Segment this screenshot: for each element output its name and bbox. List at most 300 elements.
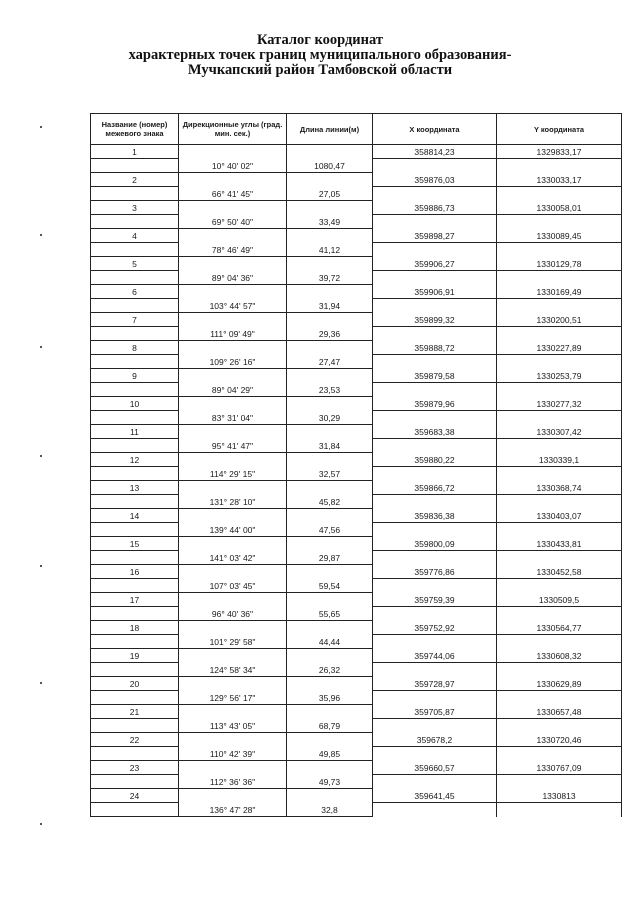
x-coordinate: 359866,72 [373, 481, 497, 495]
title-line-2: характерных точек границ муниципального образования- [128, 47, 512, 63]
empty-cell [287, 677, 373, 691]
line-length: 55,65 [287, 607, 373, 621]
point-row [91, 425, 622, 439]
empty-cell [287, 509, 373, 523]
x-coordinate: 359876,03 [373, 173, 497, 187]
column-header-x-coordinate: X координата [373, 114, 497, 145]
x-coordinate: 359728,97 [373, 677, 497, 691]
empty-cell [497, 383, 622, 397]
direction-angle: 114° 29' 15" [179, 467, 287, 481]
line-length: 68,79 [287, 719, 373, 733]
y-coordinate: 1330277,32 [497, 397, 622, 411]
empty-cell [287, 229, 373, 243]
empty-cell [287, 733, 373, 747]
empty-cell [287, 341, 373, 355]
x-coordinate: 359880,22 [373, 453, 497, 467]
direction-angle: 111° 09' 49" [179, 327, 287, 341]
y-coordinate: 1330813 [497, 789, 622, 803]
empty-cell [287, 705, 373, 719]
point-number: 1 [91, 145, 179, 159]
direction-angle: 139° 44' 00" [179, 523, 287, 537]
empty-cell [497, 159, 622, 173]
line-length: 27,47 [287, 355, 373, 369]
empty-cell [287, 397, 373, 411]
empty-cell [179, 425, 287, 439]
segment-row [91, 691, 622, 705]
empty-cell [497, 299, 622, 313]
y-coordinate: 1330169,49 [497, 285, 622, 299]
empty-cell [179, 621, 287, 635]
direction-angle: 131° 28' 10" [179, 495, 287, 509]
line-length: 49,73 [287, 775, 373, 789]
segment-row [91, 439, 622, 453]
line-length: 23,53 [287, 383, 373, 397]
segment-row [91, 747, 622, 761]
empty-cell [497, 411, 622, 425]
empty-cell [287, 649, 373, 663]
document-title [0, 33, 640, 78]
empty-cell [287, 145, 373, 159]
empty-cell [373, 551, 497, 565]
y-coordinate: 1330200,51 [497, 313, 622, 327]
empty-cell [91, 467, 179, 481]
direction-angle: 129° 56' 17" [179, 691, 287, 705]
segment-row [91, 635, 622, 649]
empty-cell [497, 243, 622, 257]
point-row [91, 285, 622, 299]
empty-cell [179, 761, 287, 775]
line-length: 33,49 [287, 215, 373, 229]
x-coordinate: 359683,38 [373, 425, 497, 439]
y-coordinate: 1330033,17 [497, 173, 622, 187]
empty-cell [179, 369, 287, 383]
point-number: 19 [91, 649, 179, 663]
x-coordinate: 359800,09 [373, 537, 497, 551]
direction-angle: 103° 44' 57" [179, 299, 287, 313]
empty-cell [91, 579, 179, 593]
empty-cell [373, 383, 497, 397]
segment-row [91, 803, 622, 817]
direction-angle: 136° 47' 28" [179, 803, 287, 817]
empty-cell [373, 271, 497, 285]
y-coordinate: 1330368,74 [497, 481, 622, 495]
empty-cell [373, 495, 497, 509]
empty-cell [497, 215, 622, 229]
y-coordinate: 1330433,81 [497, 537, 622, 551]
empty-cell [287, 173, 373, 187]
point-number: 2 [91, 173, 179, 187]
segment-row [91, 719, 622, 733]
segment-row [91, 355, 622, 369]
y-coordinate: 1330452,58 [497, 565, 622, 579]
point-number: 8 [91, 341, 179, 355]
direction-angle: 110° 42' 39" [179, 747, 287, 761]
point-number: 12 [91, 453, 179, 467]
y-coordinate: 1330339,1 [497, 453, 622, 467]
line-length: 31,94 [287, 299, 373, 313]
point-row [91, 593, 622, 607]
empty-cell [497, 467, 622, 481]
x-coordinate: 359776,86 [373, 565, 497, 579]
empty-cell [91, 803, 179, 817]
empty-cell [91, 663, 179, 677]
point-number: 17 [91, 593, 179, 607]
empty-cell [287, 257, 373, 271]
x-coordinate: 359886,73 [373, 201, 497, 215]
margin-speck [40, 126, 42, 128]
empty-cell [497, 495, 622, 509]
empty-cell [373, 691, 497, 705]
empty-cell [497, 523, 622, 537]
empty-cell [497, 747, 622, 761]
x-coordinate: 359678,2 [373, 733, 497, 747]
direction-angle: 78° 46' 49" [179, 243, 287, 257]
point-number: 14 [91, 509, 179, 523]
empty-cell [373, 327, 497, 341]
empty-cell [287, 285, 373, 299]
x-coordinate: 359759,39 [373, 593, 497, 607]
empty-cell [179, 341, 287, 355]
line-length: 39,72 [287, 271, 373, 285]
empty-cell [373, 719, 497, 733]
direction-angle: 83° 31' 04" [179, 411, 287, 425]
empty-cell [179, 537, 287, 551]
segment-row [91, 495, 622, 509]
direction-angle: 101° 29' 58" [179, 635, 287, 649]
point-number: 22 [91, 733, 179, 747]
direction-angle: 124° 58' 34" [179, 663, 287, 677]
empty-cell [91, 635, 179, 649]
line-length: 30,29 [287, 411, 373, 425]
point-row [91, 649, 622, 663]
point-number: 3 [91, 201, 179, 215]
empty-cell [179, 173, 287, 187]
empty-cell [91, 495, 179, 509]
empty-cell [287, 537, 373, 551]
empty-cell [179, 313, 287, 327]
empty-cell [373, 523, 497, 537]
x-coordinate: 359899,32 [373, 313, 497, 327]
point-row [91, 313, 622, 327]
point-row [91, 565, 622, 579]
empty-cell [497, 719, 622, 733]
x-coordinate: 359641,45 [373, 789, 497, 803]
empty-cell [287, 453, 373, 467]
y-coordinate: 1330608,32 [497, 649, 622, 663]
x-coordinate: 359898,27 [373, 229, 497, 243]
point-row [91, 173, 622, 187]
y-coordinate: 1330403,07 [497, 509, 622, 523]
empty-cell [179, 705, 287, 719]
empty-cell [287, 565, 373, 579]
empty-cell [287, 621, 373, 635]
empty-cell [91, 747, 179, 761]
direction-angle: 95° 41' 47" [179, 439, 287, 453]
point-row [91, 621, 622, 635]
point-row [91, 733, 622, 747]
empty-cell [91, 411, 179, 425]
segment-row [91, 299, 622, 313]
point-row [91, 257, 622, 271]
x-coordinate: 359744,06 [373, 649, 497, 663]
x-coordinate: 359836,38 [373, 509, 497, 523]
x-coordinate: 358814,23 [373, 145, 497, 159]
empty-cell [497, 607, 622, 621]
empty-cell [179, 481, 287, 495]
empty-cell [179, 565, 287, 579]
y-coordinate: 1330307,42 [497, 425, 622, 439]
point-row [91, 341, 622, 355]
point-row [91, 789, 622, 803]
empty-cell [373, 187, 497, 201]
empty-cell [91, 691, 179, 705]
empty-cell [179, 201, 287, 215]
empty-cell [91, 299, 179, 313]
empty-cell [373, 215, 497, 229]
empty-cell [373, 663, 497, 677]
empty-cell [373, 747, 497, 761]
point-row [91, 677, 622, 691]
point-row [91, 453, 622, 467]
empty-cell [91, 187, 179, 201]
y-coordinate: 1330129,78 [497, 257, 622, 271]
empty-cell [179, 145, 287, 159]
x-coordinate: 359906,91 [373, 285, 497, 299]
empty-cell [497, 187, 622, 201]
margin-speck [40, 234, 42, 236]
empty-cell [287, 481, 373, 495]
empty-cell [373, 579, 497, 593]
empty-cell [91, 327, 179, 341]
point-number: 24 [91, 789, 179, 803]
line-length: 35,96 [287, 691, 373, 705]
segment-row [91, 159, 622, 173]
line-length: 59,54 [287, 579, 373, 593]
y-coordinate: 1330227,89 [497, 341, 622, 355]
title-line-1: Каталог координат [256, 32, 384, 48]
point-row [91, 201, 622, 215]
empty-cell [373, 355, 497, 369]
empty-cell [287, 789, 373, 803]
empty-cell [91, 215, 179, 229]
direction-angle: 112° 36' 36" [179, 775, 287, 789]
point-number: 9 [91, 369, 179, 383]
y-coordinate: 1330720,46 [497, 733, 622, 747]
y-coordinate: 1330657,48 [497, 705, 622, 719]
segment-row [91, 327, 622, 341]
segment-row [91, 663, 622, 677]
line-length: 26,32 [287, 663, 373, 677]
point-number: 13 [91, 481, 179, 495]
empty-cell [373, 299, 497, 313]
point-number: 23 [91, 761, 179, 775]
margin-speck [40, 823, 42, 825]
column-header-y-coordinate: Y координата [497, 114, 622, 145]
table-body [91, 145, 622, 817]
empty-cell [287, 201, 373, 215]
direction-angle: 10° 40' 02" [179, 159, 287, 173]
direction-angle: 141° 03' 42" [179, 551, 287, 565]
empty-cell [497, 439, 622, 453]
empty-cell [91, 243, 179, 257]
x-coordinate: 359752,92 [373, 621, 497, 635]
direction-angle: 107° 03' 45" [179, 579, 287, 593]
point-number: 4 [91, 229, 179, 243]
segment-row [91, 579, 622, 593]
segment-row [91, 467, 622, 481]
coordinate-catalog-table [90, 113, 622, 817]
point-number: 10 [91, 397, 179, 411]
direction-angle: 69° 50' 40" [179, 215, 287, 229]
point-number: 15 [91, 537, 179, 551]
empty-cell [497, 803, 622, 817]
line-length: 44,44 [287, 635, 373, 649]
margin-speck [40, 346, 42, 348]
empty-cell [497, 551, 622, 565]
empty-cell [91, 271, 179, 285]
empty-cell [373, 635, 497, 649]
empty-cell [91, 355, 179, 369]
empty-cell [91, 439, 179, 453]
point-row [91, 229, 622, 243]
empty-cell [373, 159, 497, 173]
segment-row [91, 411, 622, 425]
segment-row [91, 775, 622, 789]
line-length: 29,36 [287, 327, 373, 341]
margin-speck [40, 565, 42, 567]
point-number: 11 [91, 425, 179, 439]
segment-row [91, 215, 622, 229]
point-row [91, 145, 622, 159]
point-number: 20 [91, 677, 179, 691]
x-coordinate: 359705,87 [373, 705, 497, 719]
empty-cell [179, 649, 287, 663]
column-header-line-length: Длина линии(м) [287, 114, 373, 145]
y-coordinate: 1329833,17 [497, 145, 622, 159]
y-coordinate: 1330564,77 [497, 621, 622, 635]
empty-cell [179, 397, 287, 411]
x-coordinate: 359888,72 [373, 341, 497, 355]
line-length: 1080,47 [287, 159, 373, 173]
empty-cell [179, 593, 287, 607]
segment-row [91, 243, 622, 257]
empty-cell [497, 635, 622, 649]
empty-cell [373, 439, 497, 453]
line-length: 31,84 [287, 439, 373, 453]
empty-cell [91, 159, 179, 173]
y-coordinate: 1330509,5 [497, 593, 622, 607]
point-row [91, 509, 622, 523]
line-length: 32,8 [287, 803, 373, 817]
empty-cell [287, 369, 373, 383]
empty-cell [179, 257, 287, 271]
point-number: 5 [91, 257, 179, 271]
direction-angle: 89° 04' 29" [179, 383, 287, 397]
empty-cell [179, 509, 287, 523]
column-header-direction-angle: Дирекционные углы (град. мин. сек.) [179, 114, 287, 145]
column-header-point-name: Название (номер) межевого знака [91, 114, 179, 145]
y-coordinate: 1330058,01 [497, 201, 622, 215]
empty-cell [287, 313, 373, 327]
line-length: 49,85 [287, 747, 373, 761]
segment-row [91, 551, 622, 565]
empty-cell [287, 593, 373, 607]
empty-cell [91, 607, 179, 621]
point-number: 21 [91, 705, 179, 719]
y-coordinate: 1330253,79 [497, 369, 622, 383]
y-coordinate: 1330629,89 [497, 677, 622, 691]
empty-cell [497, 327, 622, 341]
empty-cell [497, 355, 622, 369]
point-row [91, 369, 622, 383]
direction-angle: 89° 04' 36" [179, 271, 287, 285]
x-coordinate: 359879,96 [373, 397, 497, 411]
point-row [91, 537, 622, 551]
empty-cell [179, 677, 287, 691]
empty-cell [179, 229, 287, 243]
empty-cell [373, 607, 497, 621]
direction-angle: 66° 41' 45" [179, 187, 287, 201]
empty-cell [91, 719, 179, 733]
title-line-3: Мучкапский район Тамбовской области [187, 62, 453, 78]
empty-cell [373, 411, 497, 425]
empty-cell [179, 789, 287, 803]
segment-row [91, 607, 622, 621]
line-length: 27,05 [287, 187, 373, 201]
point-row [91, 761, 622, 775]
empty-cell [179, 285, 287, 299]
empty-cell [497, 775, 622, 789]
empty-cell [497, 691, 622, 705]
segment-row [91, 271, 622, 285]
empty-cell [179, 453, 287, 467]
empty-cell [91, 551, 179, 565]
direction-angle: 109° 26' 16" [179, 355, 287, 369]
y-coordinate: 1330089,45 [497, 229, 622, 243]
line-length: 41,12 [287, 243, 373, 257]
empty-cell [497, 271, 622, 285]
empty-cell [373, 467, 497, 481]
x-coordinate: 359906,27 [373, 257, 497, 271]
line-length: 47,56 [287, 523, 373, 537]
segment-row [91, 383, 622, 397]
empty-cell [91, 523, 179, 537]
table-header-row [91, 114, 622, 145]
empty-cell [91, 383, 179, 397]
empty-cell [373, 803, 497, 817]
margin-speck [40, 455, 42, 457]
point-number: 6 [91, 285, 179, 299]
point-number: 18 [91, 621, 179, 635]
margin-speck [40, 682, 42, 684]
direction-angle: 113° 43' 05" [179, 719, 287, 733]
empty-cell [287, 761, 373, 775]
empty-cell [287, 425, 373, 439]
empty-cell [373, 775, 497, 789]
y-coordinate: 1330767,09 [497, 761, 622, 775]
point-row [91, 397, 622, 411]
point-row [91, 481, 622, 495]
point-number: 7 [91, 313, 179, 327]
direction-angle: 96° 40' 36" [179, 607, 287, 621]
segment-row [91, 187, 622, 201]
empty-cell [497, 663, 622, 677]
line-length: 32,57 [287, 467, 373, 481]
empty-cell [497, 579, 622, 593]
x-coordinate: 359660,57 [373, 761, 497, 775]
line-length: 45,82 [287, 495, 373, 509]
point-number: 16 [91, 565, 179, 579]
